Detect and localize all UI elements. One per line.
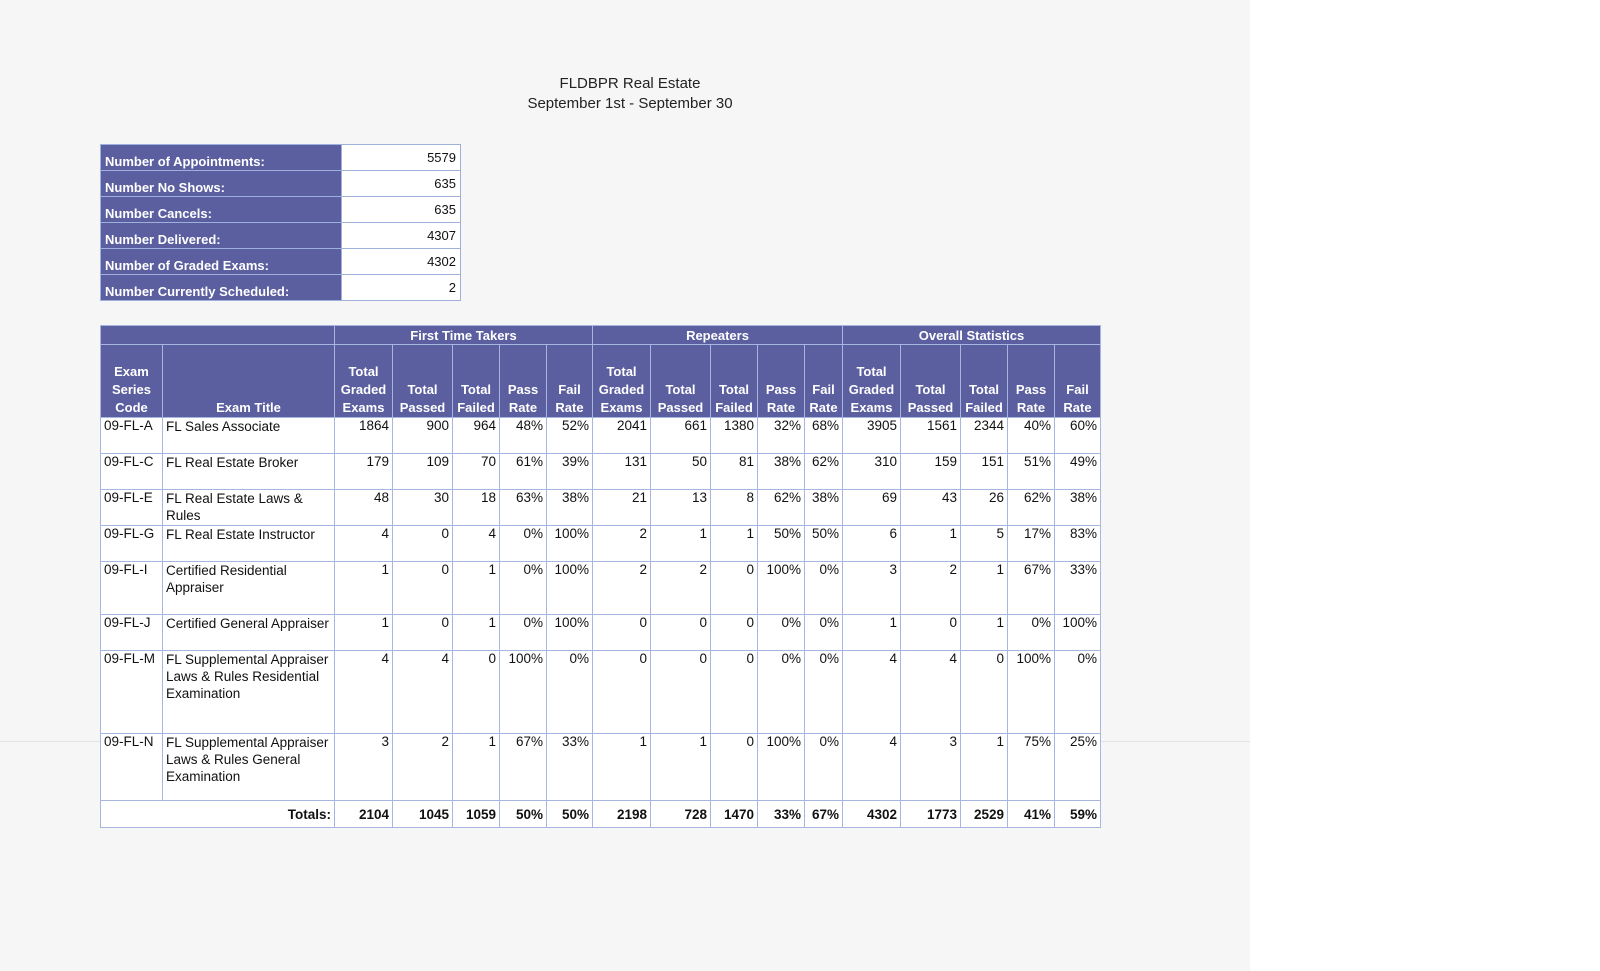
summary-value: 2: [342, 275, 461, 301]
stat-cell: 0%: [1055, 651, 1101, 734]
stat-cell: 0: [593, 651, 651, 734]
stat-cell: 48%: [500, 418, 547, 454]
stat-cell: 4: [335, 526, 393, 562]
stat-cell: 0: [453, 651, 500, 734]
stat-cell: 310: [843, 454, 901, 490]
stat-cell: 1: [843, 615, 901, 651]
stat-cell: 2: [593, 562, 651, 615]
group-header-first-time: First Time Takers: [335, 326, 593, 345]
stat-cell: 100%: [1055, 615, 1101, 651]
stat-cell: 1: [453, 562, 500, 615]
summary-value: 4307: [342, 223, 461, 249]
stat-cell: 0%: [805, 651, 843, 734]
stat-cell: 1561: [901, 418, 961, 454]
column-header-stat: Total Passed: [393, 345, 453, 418]
stat-cell: 17%: [1008, 526, 1055, 562]
stat-cell: 0%: [500, 526, 547, 562]
summary-row: [101, 197, 461, 223]
stat-cell: 68%: [805, 418, 843, 454]
stat-cell: 0: [711, 562, 758, 615]
totals-cell: 1045: [393, 801, 453, 828]
stat-cell: 0%: [1008, 615, 1055, 651]
stat-cell: 1: [335, 562, 393, 615]
stat-cell: 1: [961, 734, 1008, 801]
stat-cell: 4: [453, 526, 500, 562]
stat-cell: 33%: [547, 734, 593, 801]
stat-cell: 3: [335, 734, 393, 801]
stat-cell: 0: [901, 615, 961, 651]
stat-cell: 1: [593, 734, 651, 801]
exam-title-cell: FL Supplemental Appraiser Laws & Rules Residential Examination: [163, 651, 335, 734]
stat-cell: 661: [651, 418, 711, 454]
stat-cell: 0: [651, 651, 711, 734]
stat-cell: 26: [961, 490, 1008, 526]
totals-cell: 2198: [593, 801, 651, 828]
stat-cell: 67%: [1008, 562, 1055, 615]
summary-row: [101, 171, 461, 197]
stat-cell: 0%: [500, 615, 547, 651]
stat-cell: 159: [901, 454, 961, 490]
stat-cell: 100%: [500, 651, 547, 734]
stat-cell: 33%: [1055, 562, 1101, 615]
stat-cell: 39%: [547, 454, 593, 490]
summary-label: Number No Shows:: [101, 171, 342, 197]
table-row: [101, 526, 1101, 562]
stat-cell: 4: [843, 734, 901, 801]
totals-cell: 67%: [805, 801, 843, 828]
stat-cell: 100%: [547, 526, 593, 562]
column-header-code: Exam Series Code: [101, 345, 163, 418]
stat-cell: 1: [961, 562, 1008, 615]
exam-title-cell: FL Real Estate Laws & Rules: [163, 490, 335, 526]
stat-cell: 50%: [758, 526, 805, 562]
stat-cell: 51%: [1008, 454, 1055, 490]
stat-cell: 50%: [805, 526, 843, 562]
group-header-overall: Overall Statistics: [843, 326, 1101, 345]
stat-cell: 179: [335, 454, 393, 490]
exam-title-cell: FL Real Estate Broker: [163, 454, 335, 490]
totals-cell: 1773: [901, 801, 961, 828]
exam-title-cell: Certified General Appraiser: [163, 615, 335, 651]
stat-cell: 13: [651, 490, 711, 526]
stat-cell: 0%: [805, 562, 843, 615]
summary-label: Number Cancels:: [101, 197, 342, 223]
stat-cell: 0%: [805, 734, 843, 801]
stat-cell: 62%: [1008, 490, 1055, 526]
summary-row: [101, 145, 461, 171]
group-header-blank: [101, 326, 335, 345]
stat-cell: 61%: [500, 454, 547, 490]
stat-cell: 1: [453, 615, 500, 651]
totals-cell: 50%: [547, 801, 593, 828]
stat-cell: 18: [453, 490, 500, 526]
stat-cell: 0: [651, 615, 711, 651]
stat-cell: 1: [335, 615, 393, 651]
stat-cell: 0: [711, 734, 758, 801]
totals-cell: 50%: [500, 801, 547, 828]
table-row: [101, 562, 1101, 615]
table-row: [101, 418, 1101, 454]
stat-cell: 100%: [758, 562, 805, 615]
stat-cell: 3: [901, 734, 961, 801]
stat-cell: 2: [393, 734, 453, 801]
stat-cell: 8: [711, 490, 758, 526]
exam-code-cell: 09-FL-J: [101, 615, 163, 651]
exam-title-cell: FL Supplemental Appraiser Laws & Rules General Examination: [163, 734, 335, 801]
stat-cell: 0: [393, 526, 453, 562]
column-header-stat: Pass Rate: [758, 345, 805, 418]
stat-cell: 83%: [1055, 526, 1101, 562]
stat-cell: 21: [593, 490, 651, 526]
summary-row: [101, 249, 461, 275]
stat-cell: 0: [593, 615, 651, 651]
totals-cell: 41%: [1008, 801, 1055, 828]
report-header: [480, 74, 780, 114]
totals-cell: 4302: [843, 801, 901, 828]
stat-cell: 100%: [547, 562, 593, 615]
stat-cell: 1864: [335, 418, 393, 454]
stat-cell: 0: [961, 651, 1008, 734]
stat-cell: 52%: [547, 418, 593, 454]
stat-cell: 100%: [1008, 651, 1055, 734]
summary-label: Number Currently Scheduled:: [101, 275, 342, 301]
stat-cell: 1: [651, 526, 711, 562]
stat-cell: 5: [961, 526, 1008, 562]
stat-cell: 900: [393, 418, 453, 454]
summary-row: [101, 275, 461, 301]
column-header-row: [101, 345, 1101, 418]
column-header-stat: Pass Rate: [500, 345, 547, 418]
stat-cell: 6: [843, 526, 901, 562]
totals-cell: 2529: [961, 801, 1008, 828]
stat-cell: 2: [901, 562, 961, 615]
exam-statistics-table: [100, 325, 1101, 828]
stat-cell: 0%: [805, 615, 843, 651]
stat-cell: 40%: [1008, 418, 1055, 454]
report-subtitle: September 1st - September 30: [527, 95, 733, 112]
stat-cell: 30: [393, 490, 453, 526]
stat-cell: 964: [453, 418, 500, 454]
column-header-stat: Total Passed: [901, 345, 961, 418]
totals-cell: 1059: [453, 801, 500, 828]
summary-table: [100, 144, 461, 301]
column-header-stat: Total Graded Exams: [593, 345, 651, 418]
stat-cell: 0%: [547, 651, 593, 734]
summary-value: 635: [342, 171, 461, 197]
stat-cell: 0%: [758, 615, 805, 651]
stat-cell: 151: [961, 454, 1008, 490]
totals-cell: 1470: [711, 801, 758, 828]
exam-code-cell: 09-FL-C: [101, 454, 163, 490]
stat-cell: 100%: [758, 734, 805, 801]
stat-cell: 25%: [1055, 734, 1101, 801]
stat-cell: 4: [843, 651, 901, 734]
stat-cell: 4: [335, 651, 393, 734]
stat-cell: 0%: [758, 651, 805, 734]
summary-row: [101, 223, 461, 249]
totals-cell: 59%: [1055, 801, 1101, 828]
stat-cell: 1: [961, 615, 1008, 651]
exam-code-cell: 09-FL-M: [101, 651, 163, 734]
stat-cell: 38%: [547, 490, 593, 526]
column-header-stat: Total Failed: [711, 345, 758, 418]
totals-label: Totals:: [101, 801, 335, 828]
stat-cell: 131: [593, 454, 651, 490]
stat-cell: 0%: [500, 562, 547, 615]
stat-cell: 38%: [805, 490, 843, 526]
stat-cell: 1: [453, 734, 500, 801]
group-header-row: [101, 326, 1101, 345]
stat-cell: 62%: [758, 490, 805, 526]
column-header-stat: Pass Rate: [1008, 345, 1055, 418]
totals-cell: 728: [651, 801, 711, 828]
summary-value: 4302: [342, 249, 461, 275]
stat-cell: 63%: [500, 490, 547, 526]
stat-cell: 48: [335, 490, 393, 526]
table-row: [101, 734, 1101, 801]
totals-row: [101, 801, 1101, 828]
summary-value: 635: [342, 197, 461, 223]
stat-cell: 0: [711, 651, 758, 734]
column-header-stat: Total Failed: [453, 345, 500, 418]
exam-code-cell: 09-FL-N: [101, 734, 163, 801]
summary-label: Number of Graded Exams:: [101, 249, 342, 275]
stat-cell: 60%: [1055, 418, 1101, 454]
stat-cell: 109: [393, 454, 453, 490]
exam-title-cell: Certified Residential Appraiser: [163, 562, 335, 615]
stat-cell: 1: [711, 526, 758, 562]
stat-cell: 2: [593, 526, 651, 562]
stat-cell: 67%: [500, 734, 547, 801]
stat-cell: 32%: [758, 418, 805, 454]
stat-cell: 38%: [758, 454, 805, 490]
exam-code-cell: 09-FL-G: [101, 526, 163, 562]
stat-cell: 4: [901, 651, 961, 734]
summary-label: Number Delivered:: [101, 223, 342, 249]
stat-cell: 2: [651, 562, 711, 615]
stat-cell: 2344: [961, 418, 1008, 454]
column-header-stat: Total Graded Exams: [843, 345, 901, 418]
stat-cell: 0: [393, 562, 453, 615]
stat-cell: 0: [711, 615, 758, 651]
exam-code-cell: 09-FL-I: [101, 562, 163, 615]
stat-cell: 81: [711, 454, 758, 490]
stat-cell: 1: [651, 734, 711, 801]
exam-code-cell: 09-FL-A: [101, 418, 163, 454]
summary-label: Number of Appointments:: [101, 145, 342, 171]
stat-cell: 43: [901, 490, 961, 526]
stat-cell: 2041: [593, 418, 651, 454]
report-title: FLDBPR Real Estate: [559, 75, 701, 92]
column-header-stat: Total Passed: [651, 345, 711, 418]
stat-cell: 70: [453, 454, 500, 490]
stat-cell: 4: [393, 651, 453, 734]
stat-cell: 62%: [805, 454, 843, 490]
column-header-stat: Total Graded Exams: [335, 345, 393, 418]
stat-cell: 100%: [547, 615, 593, 651]
stat-cell: 49%: [1055, 454, 1101, 490]
group-header-repeaters: Repeaters: [593, 326, 843, 345]
column-header-stat: Fail Rate: [547, 345, 593, 418]
column-header-title: Exam Title: [163, 345, 335, 418]
summary-value: 5579: [342, 145, 461, 171]
stat-cell: 0: [393, 615, 453, 651]
table-row: [101, 615, 1101, 651]
stat-cell: 3905: [843, 418, 901, 454]
stat-cell: 3: [843, 562, 901, 615]
stat-cell: 50: [651, 454, 711, 490]
stat-cell: 1: [901, 526, 961, 562]
column-header-stat: Fail Rate: [805, 345, 843, 418]
stat-cell: 69: [843, 490, 901, 526]
column-header-stat: Fail Rate: [1055, 345, 1101, 418]
stat-cell: 38%: [1055, 490, 1101, 526]
table-row: [101, 490, 1101, 526]
stat-cell: 75%: [1008, 734, 1055, 801]
exam-title-cell: FL Real Estate Instructor: [163, 526, 335, 562]
table-row: [101, 454, 1101, 490]
exam-code-cell: 09-FL-E: [101, 490, 163, 526]
column-header-stat: Total Failed: [961, 345, 1008, 418]
totals-cell: 33%: [758, 801, 805, 828]
table-row: [101, 651, 1101, 734]
stat-cell: 1380: [711, 418, 758, 454]
totals-cell: 2104: [335, 801, 393, 828]
exam-title-cell: FL Sales Associate: [163, 418, 335, 454]
